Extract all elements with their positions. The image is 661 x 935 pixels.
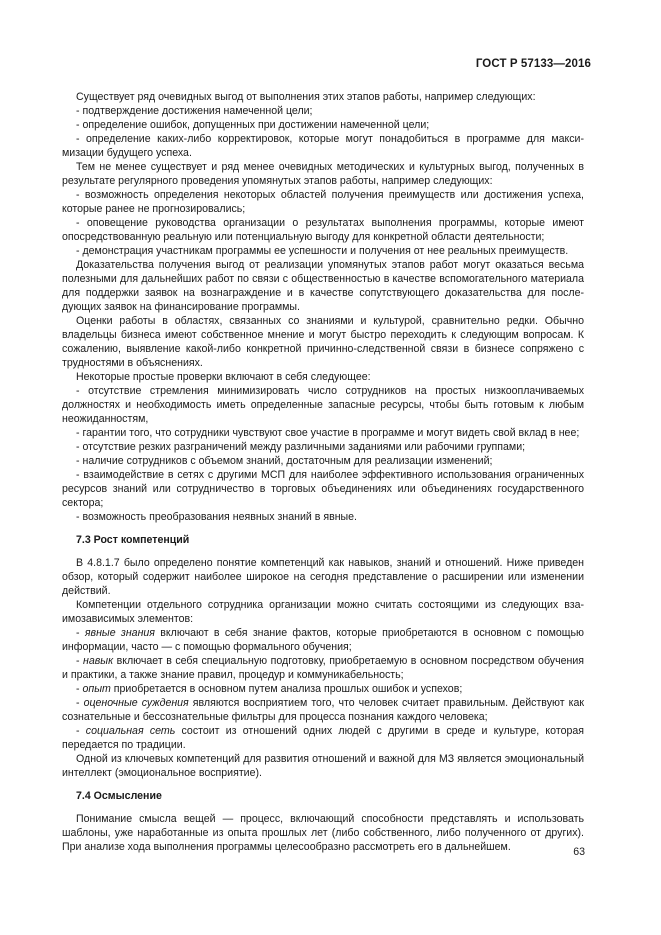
document-body	[62, 90, 584, 854]
list-item: - возможность определения некоторых областей получения преимуществ или достижения успеха, которые ранее не прогнозировались;	[62, 189, 584, 215]
page-number: 63	[573, 846, 585, 858]
paragraph: Одной из ключевых компетенций для развития отношений и важной для МЗ является эмоциональный интеллект (эмоциональное восприятие).	[62, 753, 584, 779]
paragraph: Оценки работы в областях, связанных со знаниями и культурой, сравнительно редки. Обычно владельцы бизнеса имеют собственное мнение и могут быстро переходить к следующим вопросам. К сожалению, выявление какой-либо конкретной причинно-следственной связи в бизнесе сопряжено с трудностями в объяснениях.	[62, 315, 584, 369]
definition-term: оценочные суждения	[83, 697, 189, 709]
list-item: - гарантии того, что сотрудники чувствуют свое участие в программе и могут видеть свой вклад в нее;	[76, 427, 580, 439]
list-item: - оповещение руководства организации о результатах выполнения программы, которые имеют опосредствованную реальную или потенциальную выгоду для конкретной области деятельности;	[62, 217, 584, 243]
list-item: - отсутствие резких разграничений между различными заданиями или рабочими группами;	[76, 441, 526, 453]
list-item: - отсутствие стремления минимизировать число сотрудников на простых низкооплачиваемых должностях и необходимость иметь определенные запасные ресурсы, чтобы быть готовым к любым неожиданностям,	[62, 385, 584, 425]
definition-item: - опыт приобретается в основном путем анализа прошлых ошибок и успехов;	[76, 683, 463, 695]
list-item: - определение каких-либо корректировок, которые могут понадобиться в программе для максимизации будущего успеха.	[62, 133, 584, 159]
definition-term: опыт	[82, 683, 111, 695]
list-item: - наличие сотрудников с объемом знаний, достаточным для реализации изменений;	[76, 455, 493, 467]
list-item: - определение ошибок, допущенных при достижении намеченной цели;	[76, 119, 430, 131]
paragraph: Тем не менее существует и ряд менее очевидных методических и культурных выгод, полученных в результате регулярного проведения упомянутых этапов работы, например следующих:	[62, 161, 584, 187]
definition-term: навык	[83, 655, 114, 667]
definition-item: - явные знания включают в себя знание фактов, которые приобретаются в основном с помощью информации, часто — с помощью формального обучения;	[62, 627, 584, 653]
list-item: - подтверждение достижения намеченной цели;	[76, 105, 313, 117]
paragraph: Доказательства получения выгод от реализации упомянутых этапов работ могут оказаться весьма полезными для дальнейших работ по связи с общественностью в качестве вспомогательного материала для поддержки заявок на вознаграждение и в качестве сопутствующего доказательства для последующих заявок на финансирование программы.	[62, 259, 584, 313]
section-heading: 7.3 Рост компетенций	[76, 534, 190, 546]
section-heading: 7.4 Осмысление	[76, 790, 162, 802]
list-item: - взаимодействие в сетях с другими МСП для наиболее эффективного использования ограниченных ресурсов знаний или сотрудничество в торговых объединениях или объединениях государственного сектора;	[62, 469, 584, 509]
paragraph: Понимание смысла вещей — процесс, включающий способности представлять и использовать шаблоны, уже наработанные из опыта прошлых лет (либо собственного, либо полученного от других). При анализе хода выполнения программы целесообразно рассмотреть его в дальнейшем.	[62, 813, 584, 853]
definition-item: - оценочные суждения являются восприятием того, что человек считает правильным. Действуют как сознательные и бессознательные фильтры для процесса познания каждого человека;	[62, 697, 584, 723]
paragraph: Некоторые простые проверки включают в себя следующее:	[76, 371, 371, 383]
paragraph: Существует ряд очевидных выгод от выполнения этих этапов работы, например следующих:	[76, 91, 536, 103]
definition-term: явные знания	[84, 627, 155, 639]
definition-item: - навык включает в себя специальную подготовку, приобретаемую в основном посредством обучения и практики, а также знание правил, процедур и коммуникабельность;	[62, 655, 584, 681]
paragraph: Компетенции отдельного сотрудника организации можно считать состоящими из следующих взаимозависимых элементов:	[62, 599, 584, 625]
list-item: - возможность преобразования неявных знаний в явные.	[76, 511, 358, 523]
standard-code: ГОСТ Р 57133—2016	[475, 58, 591, 70]
list-item: - демонстрация участникам программы ее успешности и получения от нее реальных преимуществ.	[76, 245, 569, 257]
paragraph: В 4.8.1.7 было определено понятие компетенций как навыков, знаний и отношений. Ниже приведен обзор, который содержит наиболее широкое на сегодня представление о расширении или изменении действий.	[62, 557, 584, 597]
definition-item: - социальная сеть состоит из отношений одних людей с другими в среде и культуре, которая передается по традиции.	[62, 725, 584, 751]
definition-term: социальная сеть	[85, 725, 176, 737]
